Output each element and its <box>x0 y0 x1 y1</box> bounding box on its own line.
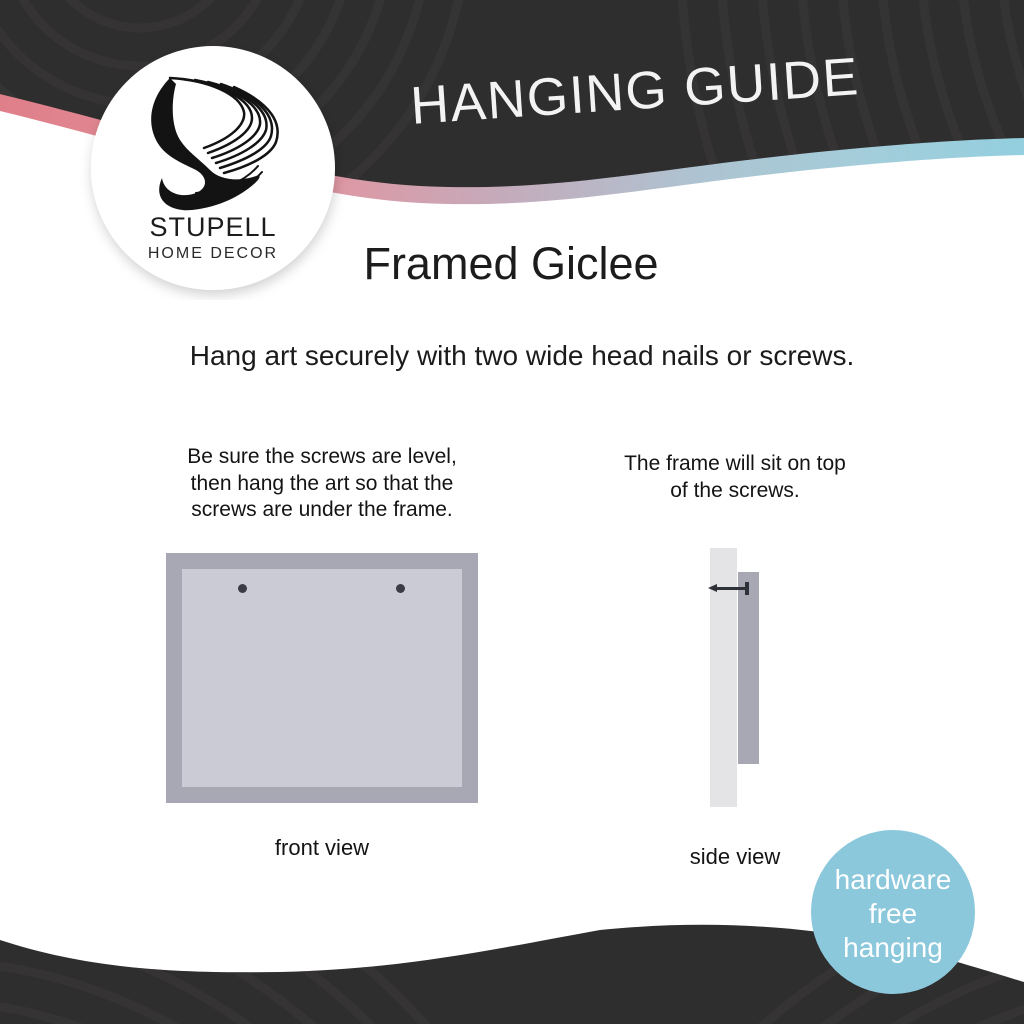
nail-tip-icon <box>708 584 717 592</box>
front-view-note-line: screws are under the frame. <box>191 498 453 521</box>
side-view-note-line: of the screws. <box>670 478 800 502</box>
front-view-note <box>142 444 502 524</box>
badge-line: free <box>868 898 918 929</box>
side-view-note <box>555 451 915 504</box>
main-instruction: Hang art securely with two wide head nails or screws. <box>189 340 855 371</box>
screw-dot-right-icon <box>396 584 405 593</box>
side-view-label: side view <box>689 844 781 869</box>
page-title: HANGING GUIDE <box>408 47 862 136</box>
screw-dot-left-icon <box>238 584 247 593</box>
logo-medallion <box>91 46 335 290</box>
nail-icon <box>716 587 746 590</box>
nail-head-icon <box>745 582 749 595</box>
front-view-note-line: then hang the art so that the <box>190 471 454 495</box>
hardware-free-badge <box>811 830 975 994</box>
front-view-diagram <box>166 553 478 803</box>
side-view-note-line: The frame will sit on top <box>624 452 846 475</box>
logo-tagline-text: HOME DECOR <box>147 245 279 262</box>
badge-line: hardware <box>834 864 952 895</box>
logo-brand-text: STUPELL <box>149 212 277 242</box>
badge-line: hanging <box>843 932 943 963</box>
front-view-note-line: Be sure the screws are level, <box>187 445 457 468</box>
front-view-label: front view <box>274 835 370 860</box>
side-view-frame-bar <box>738 572 759 764</box>
product-type-title: Framed Giclee <box>363 238 659 289</box>
